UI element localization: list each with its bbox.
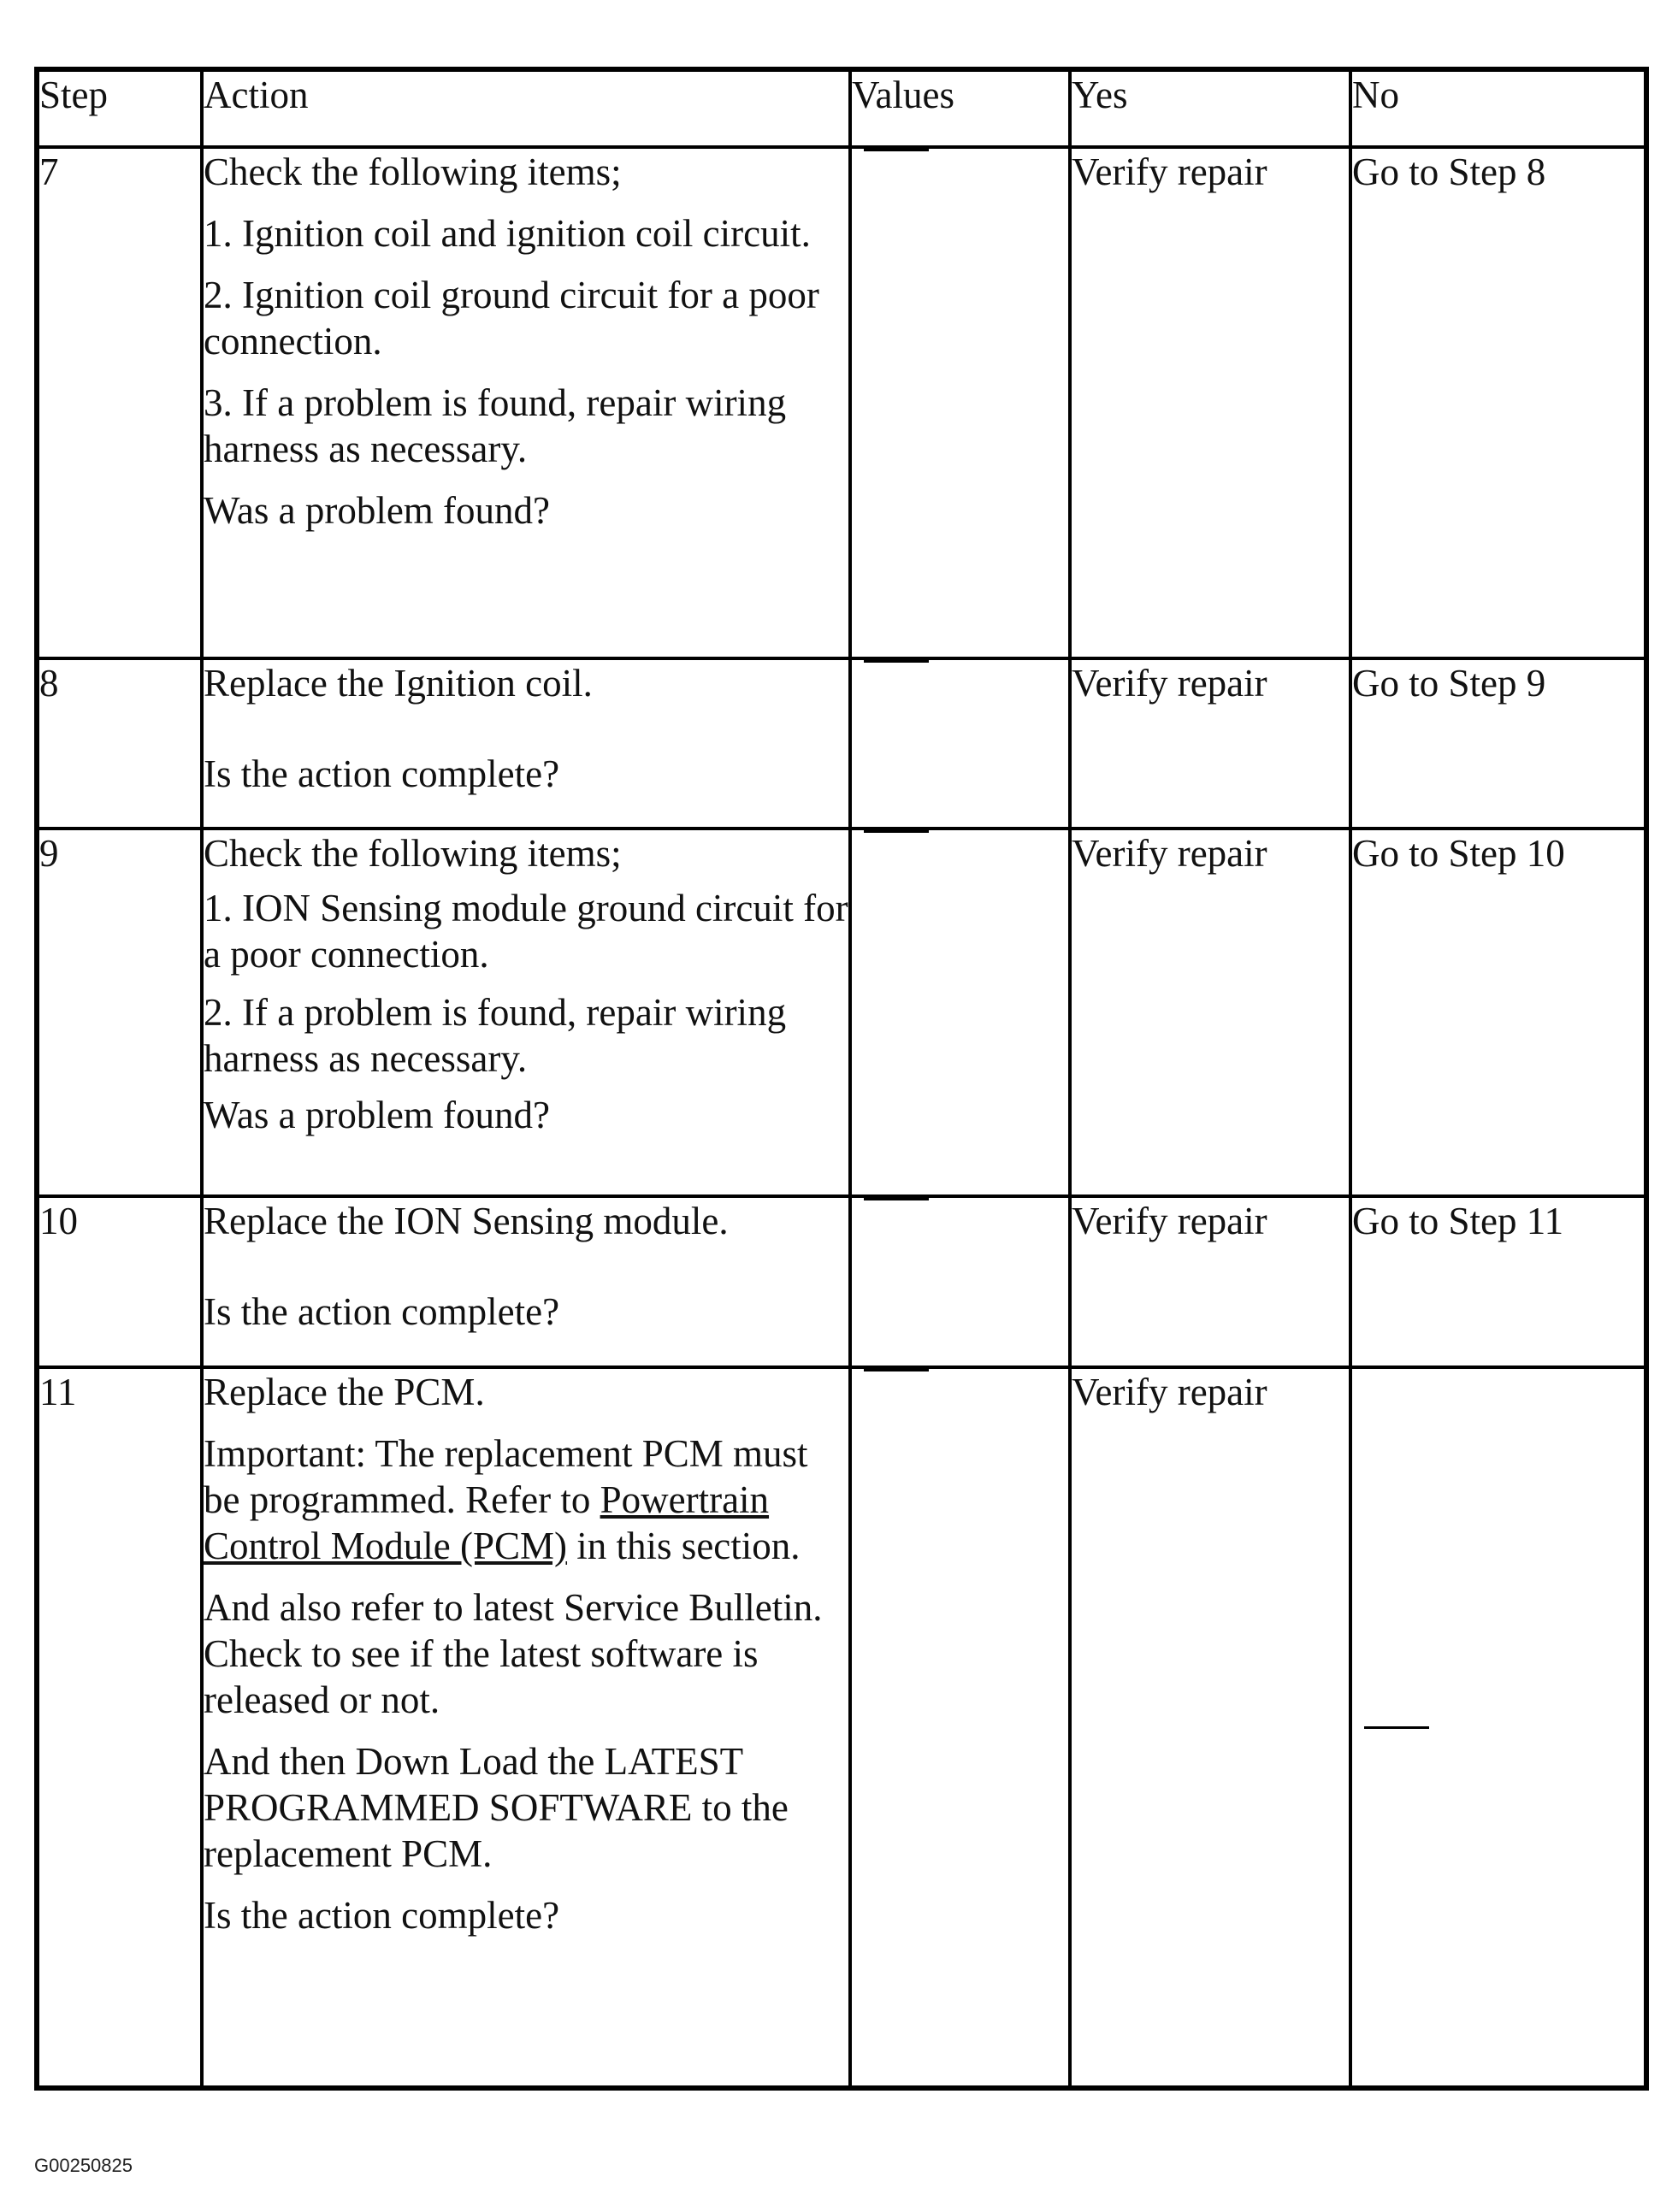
yes-result: Verify repair [1070, 1367, 1350, 2088]
values-cell [850, 1367, 1070, 2088]
yes-result: Verify repair [1070, 1196, 1350, 1367]
yes-result: Verify repair [1070, 829, 1350, 1196]
action-text: And then Down Load the LATEST PROGRAMMED SOFTWARE to the replacement PCM. [204, 1740, 789, 1875]
no-result: Go to Step 9 [1350, 658, 1646, 829]
action-text: 1. ION Sensing module ground circuit for a poor connection. [204, 887, 848, 976]
header-no: No [1350, 69, 1646, 147]
yes-result: Verify repair [1070, 658, 1350, 829]
table-row [37, 829, 1646, 1196]
step-number: 9 [37, 829, 202, 1196]
important-note: Important: The replacement PCM must be programmed. Refer to [204, 1432, 808, 1521]
reference-suffix: in this section. [576, 1525, 801, 1567]
action-text: 2. If a problem is found, repair wiring harness as necessary. [204, 991, 787, 1080]
action-cell [202, 1367, 850, 2088]
table-row [37, 658, 1646, 829]
table-row [37, 147, 1646, 658]
action-text: 3. If a problem is found, repair wiring harness as necessary. [204, 381, 787, 470]
action-question: Is the action complete? [204, 1290, 560, 1333]
action-text: 2. Ignition coil ground circuit for a poor connection. [204, 274, 819, 363]
step-number: 11 [37, 1367, 202, 2088]
step-number: 8 [37, 658, 202, 829]
action-question: Is the action complete? [204, 752, 560, 795]
figure-id: G00250825 [34, 2155, 133, 2176]
diagnostic-table [34, 67, 1649, 2091]
values-dash [864, 149, 929, 151]
table-row [37, 1367, 1646, 2088]
values-dash [864, 660, 929, 663]
no-result: Go to Step 8 [1350, 147, 1646, 658]
values-dash [864, 1198, 929, 1200]
values-cell [850, 1196, 1070, 1367]
header-step: Step [37, 69, 202, 147]
no-result: Go to Step 11 [1350, 1196, 1646, 1367]
values-dash [864, 830, 929, 833]
yes-result: Verify repair [1070, 147, 1350, 658]
action-cell [202, 658, 850, 829]
no-dash [1364, 1726, 1429, 1729]
values-cell [850, 147, 1070, 658]
action-cell [202, 829, 850, 1196]
action-text: Check the following items; [204, 832, 622, 875]
values-cell [850, 829, 1070, 1196]
action-text: Replace the PCM. [204, 1371, 485, 1413]
action-question: Was a problem found? [204, 1094, 550, 1136]
values-cell [850, 658, 1070, 829]
step-number: 7 [37, 147, 202, 658]
action-text: And also refer to latest Service Bulletin. Check to see if the latest software is released or not. [204, 1586, 823, 1721]
table-header-row [37, 69, 1646, 147]
pcm-reference-link[interactable]: Powertrain Control Module (PCM) [204, 1478, 770, 1567]
action-text: Replace the Ignition coil. [204, 662, 593, 705]
header-action: Action [202, 69, 850, 147]
values-dash [864, 1369, 929, 1371]
action-text [204, 1430, 848, 1569]
no-result-cell [1350, 1367, 1646, 2088]
step-number: 10 [37, 1196, 202, 1367]
table-row [37, 1196, 1646, 1367]
action-text: Check the following items; [204, 150, 622, 193]
action-cell [202, 147, 850, 658]
action-cell [202, 1196, 850, 1367]
action-question: Is the action complete? [204, 1894, 560, 1937]
no-result: Go to Step 10 [1350, 829, 1646, 1196]
action-text: Replace the ION Sensing module. [204, 1200, 729, 1242]
action-text: 1. Ignition coil and ignition coil circuit. [204, 212, 811, 255]
header-values: Values [850, 69, 1070, 147]
action-question: Was a problem found? [204, 489, 550, 532]
header-yes: Yes [1070, 69, 1350, 147]
